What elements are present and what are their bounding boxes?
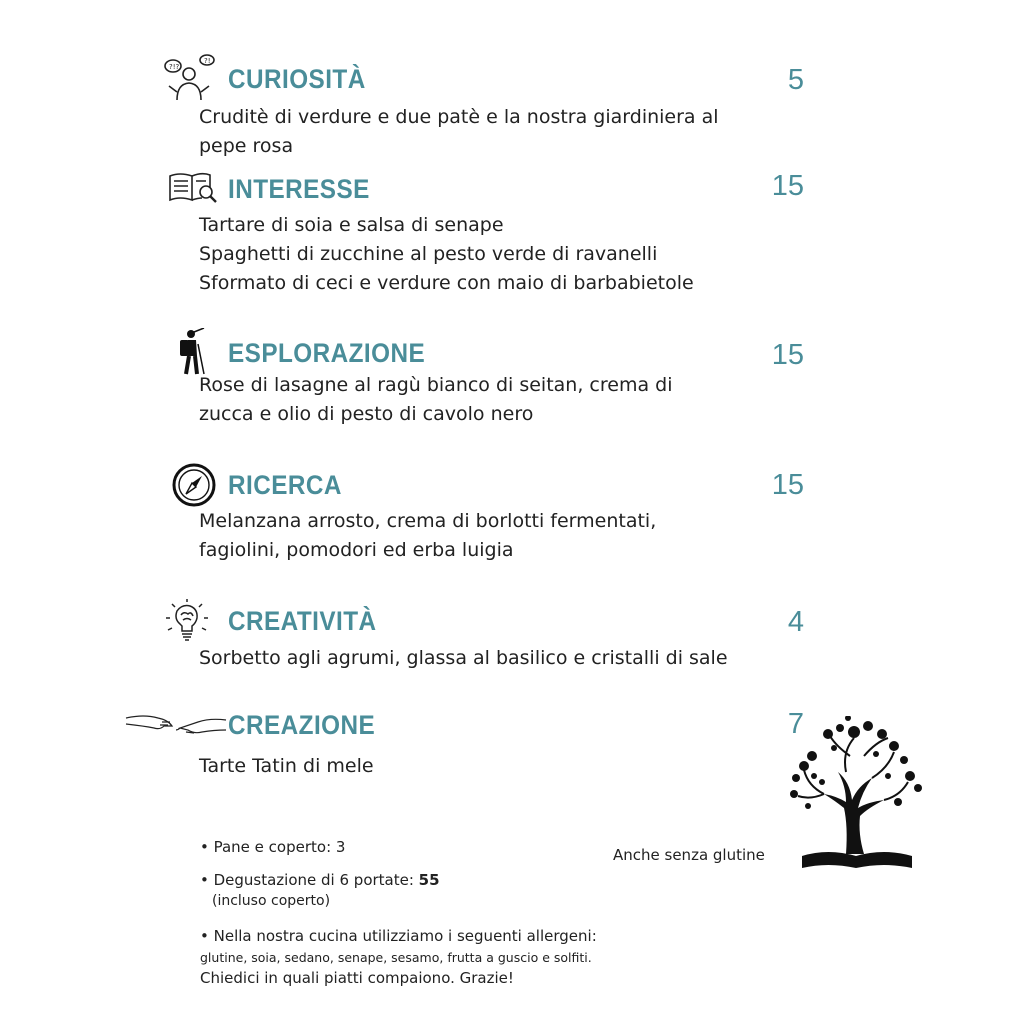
description-line: pepe rosa xyxy=(199,135,294,157)
degustazione-note xyxy=(200,870,440,890)
allergeni-list: glutine, soia, sedano, senape, sesamo, frutta a guscio e solfiti. xyxy=(200,950,592,965)
description-line: Spaghetti di zucchine al pesto verde di ravanelli xyxy=(199,243,658,265)
section-title: CURIOSITÀ xyxy=(228,64,366,94)
gluten-free-note: Anche senza glutine xyxy=(613,846,765,864)
book-magnifier-icon xyxy=(168,170,218,204)
compass-icon xyxy=(172,463,216,507)
section-price: 4 xyxy=(787,606,804,638)
description-line: zucca e olio di pesto di cavolo nero xyxy=(199,403,534,425)
description-line: Tarte Tatin di mele xyxy=(199,755,374,777)
section-title: RICERCA xyxy=(228,470,342,500)
coperto-note: • Pane e coperto: 3 xyxy=(200,838,346,856)
section-description xyxy=(199,644,799,673)
section-description xyxy=(199,752,799,781)
description-line: Melanzana arrosto, crema di borlotti fermentati, xyxy=(199,510,657,532)
section-price: 15 xyxy=(771,339,804,371)
description-line: Sformato di ceci e verdure con maio di barbabietole xyxy=(199,272,694,294)
description-line: Rose di lasagne al ragù bianco di seitan, crema di xyxy=(199,374,673,396)
section-description xyxy=(199,211,799,298)
section-price: 7 xyxy=(787,708,804,740)
svg-text:?!: ?! xyxy=(204,57,211,65)
section-price: 15 xyxy=(771,469,804,501)
allergeni-ask: Chiedici in quali piatti compaiono. Grazie! xyxy=(200,969,514,987)
section-title: CREAZIONE xyxy=(228,710,376,740)
tree-on-book-icon xyxy=(784,716,930,872)
hiker-icon xyxy=(176,328,210,376)
description-line: Tartare di soia e salsa di senape xyxy=(199,214,504,236)
allergeni-intro: • Nella nostra cucina utilizziamo i seguenti allergeni: xyxy=(200,927,597,945)
section-price: 15 xyxy=(771,170,804,202)
degustazione-subnote: (incluso coperto) xyxy=(212,893,331,909)
svg-text:?!?: ?!? xyxy=(169,63,180,71)
description-line: fagiolini, pomodori ed erba luigia xyxy=(199,539,514,561)
degustazione-label: • Degustazione di 6 portate: xyxy=(200,871,419,889)
degustazione-price: 55 xyxy=(418,871,440,889)
confused-person-icon xyxy=(163,52,217,102)
lightbulb-brain-icon xyxy=(164,598,210,644)
section-description xyxy=(199,103,799,161)
description-line: Cruditè di verdure e due patè e la nostra giardiniera al xyxy=(199,106,719,128)
section-description xyxy=(199,371,799,429)
creation-hands-icon xyxy=(124,706,228,742)
section-price: 5 xyxy=(787,64,804,96)
section-title: ESPLORAZIONE xyxy=(228,338,426,368)
section-title: CREATIVITÀ xyxy=(228,606,377,636)
description-line: Sorbetto agli agrumi, glassa al basilico e cristalli di sale xyxy=(199,647,728,669)
section-description xyxy=(199,507,799,565)
section-title: INTERESSE xyxy=(228,174,370,204)
